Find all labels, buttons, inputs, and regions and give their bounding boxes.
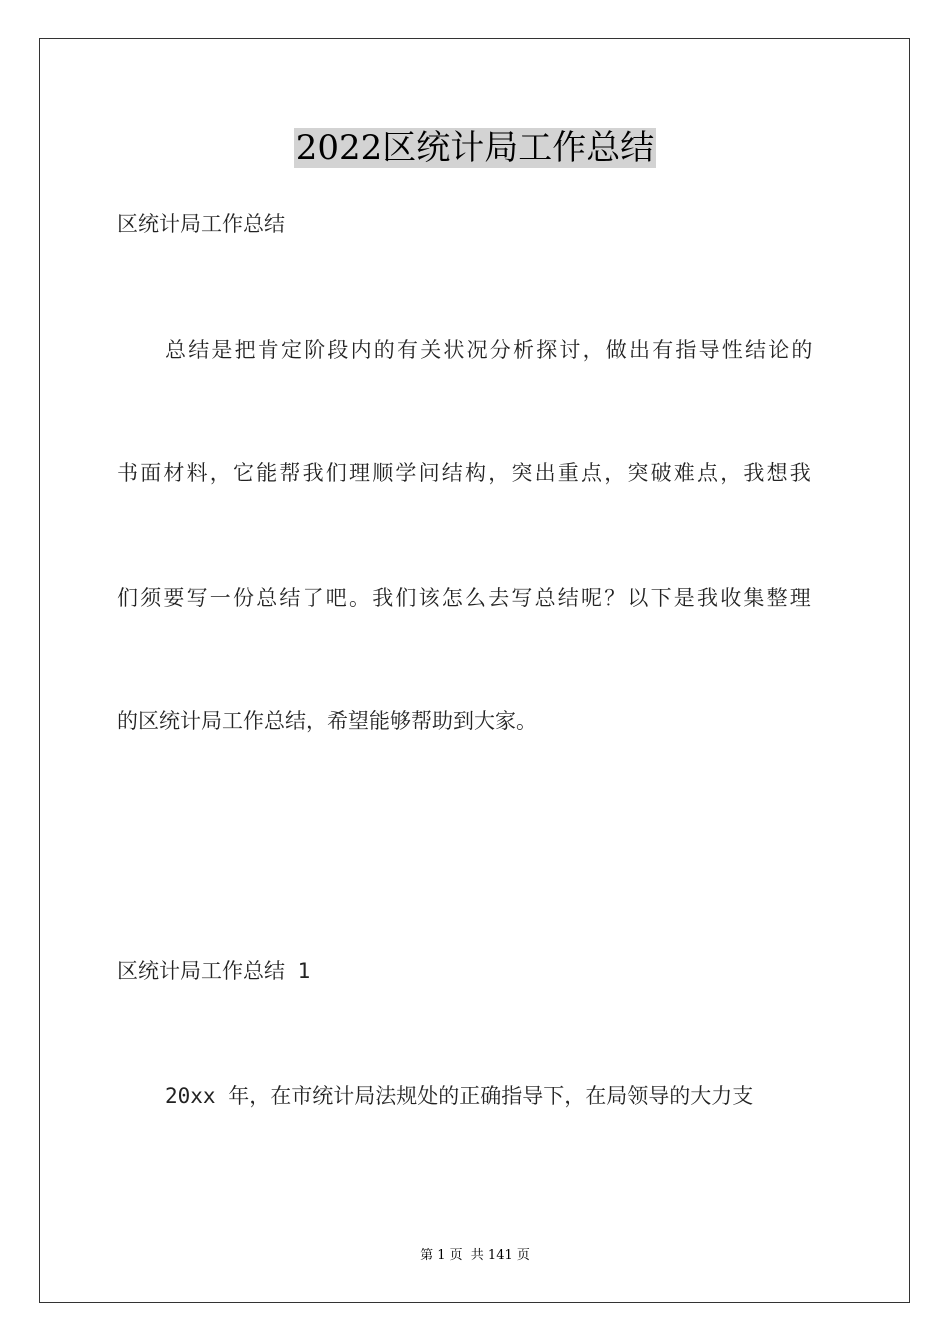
page-total: 共 141 页 bbox=[470, 1248, 530, 1263]
page-number: 第 1 页 bbox=[420, 1248, 463, 1263]
paragraph-line: 书面材料，它能帮我们理顺学问结构，突出重点，突破难点，我想我 bbox=[117, 461, 813, 485]
paragraph-line: 的区统计局工作总结，希望能够帮助到大家。 bbox=[117, 709, 537, 733]
paragraph-line: 们须要写一份总结了吧。我们该怎么去写总结呢？以下是我收集整理 bbox=[117, 586, 813, 610]
page-footer bbox=[0, 1246, 950, 1266]
document-title bbox=[0, 124, 950, 172]
section-heading: 区统计局工作总结 1 bbox=[117, 959, 311, 983]
document-subtitle: 区统计局工作总结 bbox=[117, 212, 285, 236]
paragraph-line: 20xx 年，在市统计局法规处的正确指导下，在局领导的大力支 bbox=[165, 1084, 754, 1108]
document-title-text: 2022区统计局工作总结 bbox=[295, 128, 655, 168]
paragraph-line: 总结是把肯定阶段内的有关状况分析探讨，做出有指导性结论的 bbox=[165, 338, 815, 362]
